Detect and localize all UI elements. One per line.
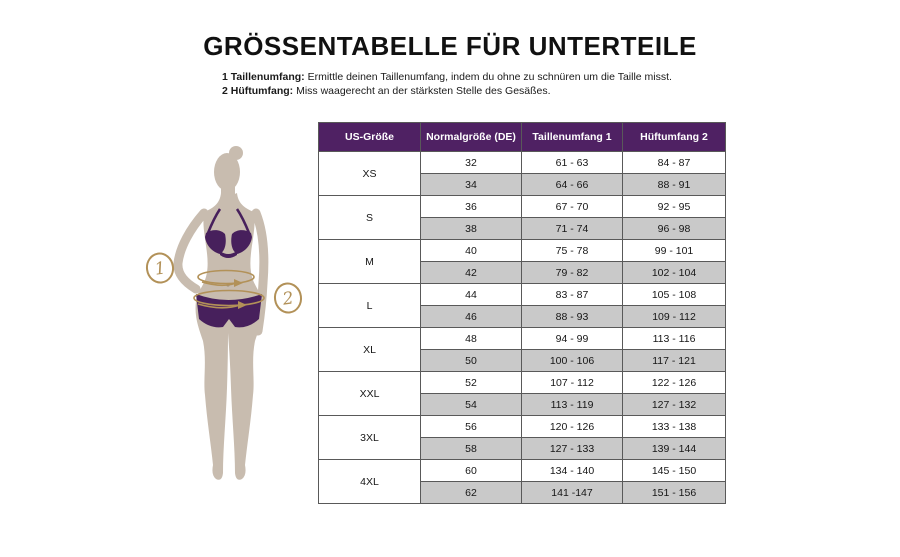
marker-2-label: 2 [281, 288, 295, 310]
size-cell-de: 58 [421, 438, 522, 460]
table-row [319, 196, 726, 218]
size-cell-de: 60 [421, 460, 522, 482]
size-cell-waist: 120 - 126 [522, 416, 623, 438]
size-cell-de: 44 [421, 284, 522, 306]
marker-1 [145, 252, 175, 284]
size-cell-hip: 88 - 91 [623, 174, 726, 196]
us-size-cell: M [319, 240, 421, 284]
left-arm [178, 213, 204, 289]
instruction-waist-text: Ermittle deinen Taillenumfang, indem du ohne zu schnüren um die Taille misst. [304, 71, 672, 83]
size-cell-waist: 61 - 63 [522, 152, 623, 174]
size-cell-waist: 107 - 112 [522, 372, 623, 394]
size-cell-de: 42 [421, 262, 522, 284]
size-cell-waist: 141 -147 [522, 482, 623, 504]
size-cell-waist: 113 - 119 [522, 394, 623, 416]
size-cell-waist: 64 - 66 [522, 174, 623, 196]
size-cell-waist: 75 - 78 [522, 240, 623, 262]
header-hip: Hüftumfang 2 [623, 123, 726, 152]
size-cell-de: 48 [421, 328, 522, 350]
table-row [319, 284, 726, 306]
instruction-waist-label: 1 Taillenumfang: [222, 71, 305, 83]
figure-illustration [128, 133, 313, 503]
size-cell-hip: 145 - 150 [623, 460, 726, 482]
us-size-cell: L [319, 284, 421, 328]
table-row [319, 328, 726, 350]
size-cell-hip: 122 - 126 [623, 372, 726, 394]
size-cell-de: 40 [421, 240, 522, 262]
size-cell-waist: 79 - 82 [522, 262, 623, 284]
size-cell-hip: 99 - 101 [623, 240, 726, 262]
size-cell-hip: 139 - 144 [623, 438, 726, 460]
header-us-size: US-Größe [319, 123, 421, 152]
header-waist: Taillenumfang 1 [522, 123, 623, 152]
size-cell-waist: 67 - 70 [522, 196, 623, 218]
table-row [319, 416, 726, 438]
table-row [319, 460, 726, 482]
table-header-row [319, 123, 726, 152]
size-cell-hip: 117 - 121 [623, 350, 726, 372]
size-cell-de: 54 [421, 394, 522, 416]
us-size-cell: S [319, 196, 421, 240]
size-cell-waist: 94 - 99 [522, 328, 623, 350]
instruction-hip-text: Miss waagerecht an der stärksten Stelle des Gesäßes. [293, 84, 551, 97]
size-cell-de: 36 [421, 196, 522, 218]
size-cell-hip: 151 - 156 [623, 482, 726, 504]
size-cell-hip: 96 - 98 [623, 218, 726, 240]
us-size-cell: XXL [319, 372, 421, 416]
size-cell-waist: 88 - 93 [522, 306, 623, 328]
instruction-hip-label: 2 Hüftumfang: [222, 84, 294, 97]
size-cell-de: 52 [421, 372, 522, 394]
size-cell-hip: 113 - 116 [623, 328, 726, 350]
size-cell-waist: 127 - 133 [522, 438, 623, 460]
us-size-cell: 4XL [319, 460, 421, 504]
size-cell-hip: 92 - 95 [623, 196, 726, 218]
size-cell-hip: 127 - 132 [623, 394, 726, 416]
header-de-size: Normalgröße (DE) [421, 123, 522, 152]
instruction-waist [222, 71, 672, 85]
marker-1-label: 1 [153, 258, 167, 280]
size-cell-waist: 83 - 87 [522, 284, 623, 306]
us-size-cell: XS [319, 152, 421, 196]
page-title: GRÖSSENTABELLE FÜR UNTERTEILE [203, 31, 697, 61]
size-cell-hip: 133 - 138 [623, 416, 726, 438]
size-cell-de: 56 [421, 416, 522, 438]
table-row [319, 240, 726, 262]
size-cell-waist: 100 - 106 [522, 350, 623, 372]
instruction-hip [222, 85, 672, 99]
size-cell-hip: 105 - 108 [623, 284, 726, 306]
size-cell-de: 50 [421, 350, 522, 372]
us-size-cell: 3XL [319, 416, 421, 460]
size-cell-de: 34 [421, 174, 522, 196]
size-cell-waist: 71 - 74 [522, 218, 623, 240]
woman-figure-svg [128, 133, 313, 503]
size-cell-hip: 109 - 112 [623, 306, 726, 328]
size-cell-hip: 102 - 104 [623, 262, 726, 284]
size-cell-waist: 134 - 140 [522, 460, 623, 482]
size-cell-de: 46 [421, 306, 522, 328]
size-cell-hip: 84 - 87 [623, 152, 726, 174]
size-cell-de: 32 [421, 152, 522, 174]
table-row [319, 372, 726, 394]
table-row [319, 152, 726, 174]
measure-instructions [222, 71, 672, 98]
size-table [318, 122, 726, 504]
size-cell-de: 62 [421, 482, 522, 504]
us-size-cell: XL [319, 328, 421, 372]
size-table-body [319, 152, 726, 504]
marker-2 [273, 282, 303, 314]
size-cell-de: 38 [421, 218, 522, 240]
